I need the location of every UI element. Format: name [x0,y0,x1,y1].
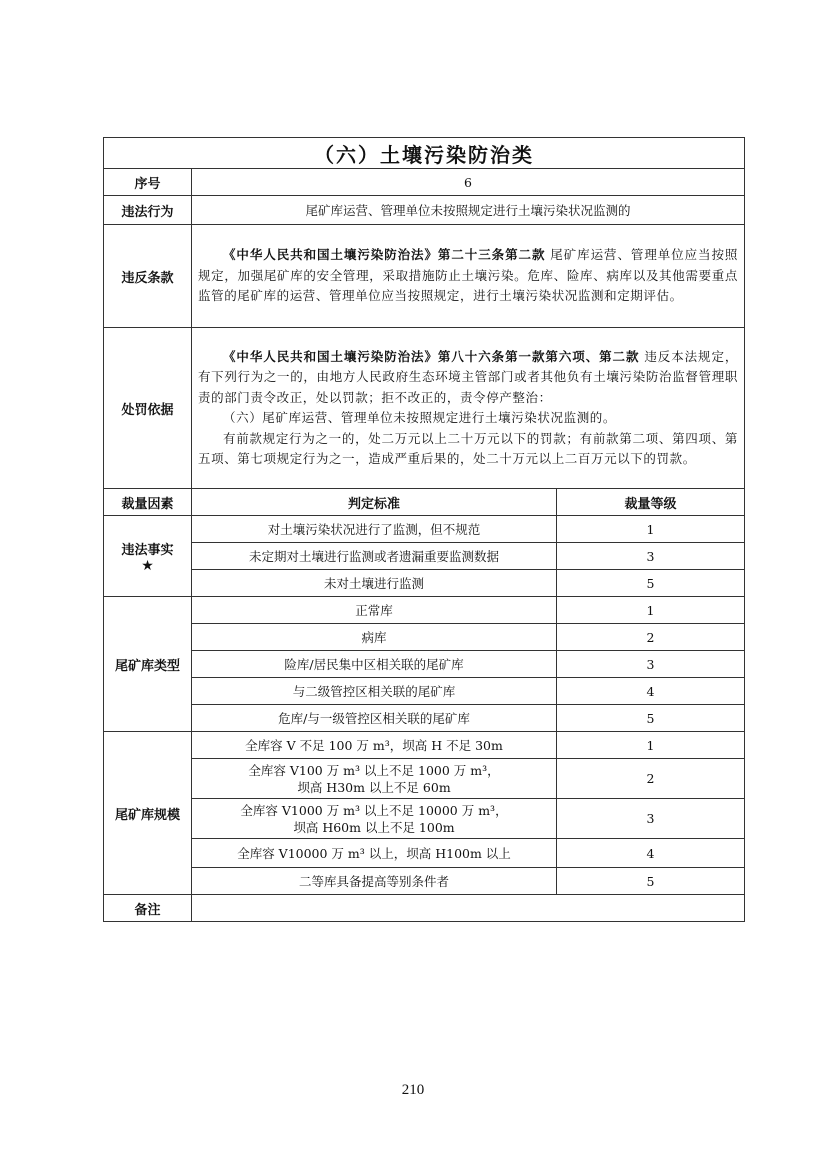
table-row [104,839,745,868]
table-row [104,570,745,597]
violated-clause-text [192,225,745,328]
level-cell: 5 [557,705,745,732]
violated-clause-body: 尾矿库运营、管理单位应当按照规定，加强尾矿库的安全管理，采取措施防止土壤污染。危库、险库、病库以及其他需要重点监管的尾矿库的运营、管理单位应当按照规定，进行土壤污染状况监测和定期评估。 [198,247,739,304]
violation-value: 尾矿库运营、管理单位未按照规定进行土壤污染状况监测的 [192,196,745,225]
level-cell: 1 [557,516,745,543]
serial-value: 6 [192,169,745,196]
penalty-basis-row [104,328,745,489]
table-row [104,624,745,651]
criteria-cell: 病库 [192,624,557,651]
level-cell: 4 [557,678,745,705]
type-label: 尾矿库类型 [104,597,192,732]
criteria-cell: 与二级管控区相关联的尾矿库 [192,678,557,705]
level-cell: 3 [557,651,745,678]
table-row [104,868,745,895]
criteria-line-2: 坝高 H60m 以上不足 100m [293,819,455,835]
table-row [104,678,745,705]
scale-label: 尾矿库规模 [104,732,192,895]
level-cell: 2 [557,759,745,799]
discretion-header-row [104,489,745,516]
page-number: 210 [401,1082,425,1098]
header-factor: 裁量因素 [104,489,192,516]
penalty-basis-body-3: 有前款规定行为之一的，处二万元以上二十万元以下的罚款；有前款第二项、第四项、第五项、第七项规定行为之一，造成严重后果的，处二十万元以上二百万元以下的罚款。 [198,430,739,466]
level-cell: 1 [557,597,745,624]
remarks-value [192,895,745,922]
penalty-basis-body-2: （六）尾矿库运营、管理单位未按照规定进行土壤污染状况监测的。 [223,410,617,425]
violation-row [104,196,745,225]
table-row [104,516,745,543]
level-cell: 3 [557,799,745,839]
penalty-table [103,137,745,922]
criteria-line-1: 全库容 V100 万 m³ 以上不足 1000 万 m³， [248,762,500,778]
header-level: 裁量等级 [557,489,745,516]
remarks-label: 备注 [104,895,192,922]
table-row [104,799,745,839]
criteria-cell: 危库/与一级管控区相关联的尾矿库 [192,705,557,732]
criteria-line-1: 全库容 V1000 万 m³ 以上不足 10000 万 m³， [240,802,508,818]
criteria-cell: 全库容 V 不足 100 万 m³，坝高 H 不足 30m [192,732,557,759]
table-row [104,543,745,570]
level-cell: 3 [557,543,745,570]
table-row [104,705,745,732]
table-title: （六）土壤污染防治类 [104,138,745,169]
level-cell: 2 [557,624,745,651]
criteria-cell: 未定期对土壤进行监测或者遗漏重要监测数据 [192,543,557,570]
facts-label-cell [104,516,192,597]
criteria-cell: 险库/居民集中区相关联的尾矿库 [192,651,557,678]
criteria-cell: 二等库具备提高等别条件者 [192,868,557,895]
penalty-basis-body-1: 违反本法规定，有下列行为之一的，由地方人民政府生态环境主管部门或者其他负有土壤污染防治监督管理职责的部门责令改正，处以罚款；拒不改正的，责令停产整治： [198,348,739,405]
violated-clause-row [104,225,745,328]
star-icon: ★ [141,557,154,574]
criteria-cell [192,759,557,799]
penalty-basis-label: 处罚依据 [104,328,192,489]
violated-clause-label: 违反条款 [104,225,192,328]
table-row [104,651,745,678]
header-criteria: 判定标准 [192,489,557,516]
remarks-row [104,895,745,922]
facts-label: 违法事实 [121,542,174,558]
violation-label: 违法行为 [104,196,192,225]
criteria-cell: 对土壤污染状况进行了监测，但不规范 [192,516,557,543]
penalty-basis-law-ref: 《中华人民共和国土壤污染防治法》第八十六条第一款第六项、第二款 [223,348,640,364]
level-cell: 5 [557,570,745,597]
serial-row [104,169,745,196]
level-cell: 4 [557,839,745,868]
table-row [104,759,745,799]
criteria-line-2: 坝高 H30m 以上不足 60m [297,779,451,795]
penalty-basis-text [192,328,745,489]
criteria-cell: 全库容 V10000 万 m³ 以上，坝高 H100m 以上 [192,839,557,868]
level-cell: 5 [557,868,745,895]
criteria-cell [192,799,557,839]
criteria-cell: 未对土壤进行监测 [192,570,557,597]
criteria-cell: 正常库 [192,597,557,624]
violated-clause-law-ref: 《中华人民共和国土壤污染防治法》第二十三条第二款 [223,247,546,263]
table-row [104,732,745,759]
serial-label: 序号 [104,169,192,196]
table-row [104,597,745,624]
level-cell: 1 [557,732,745,759]
